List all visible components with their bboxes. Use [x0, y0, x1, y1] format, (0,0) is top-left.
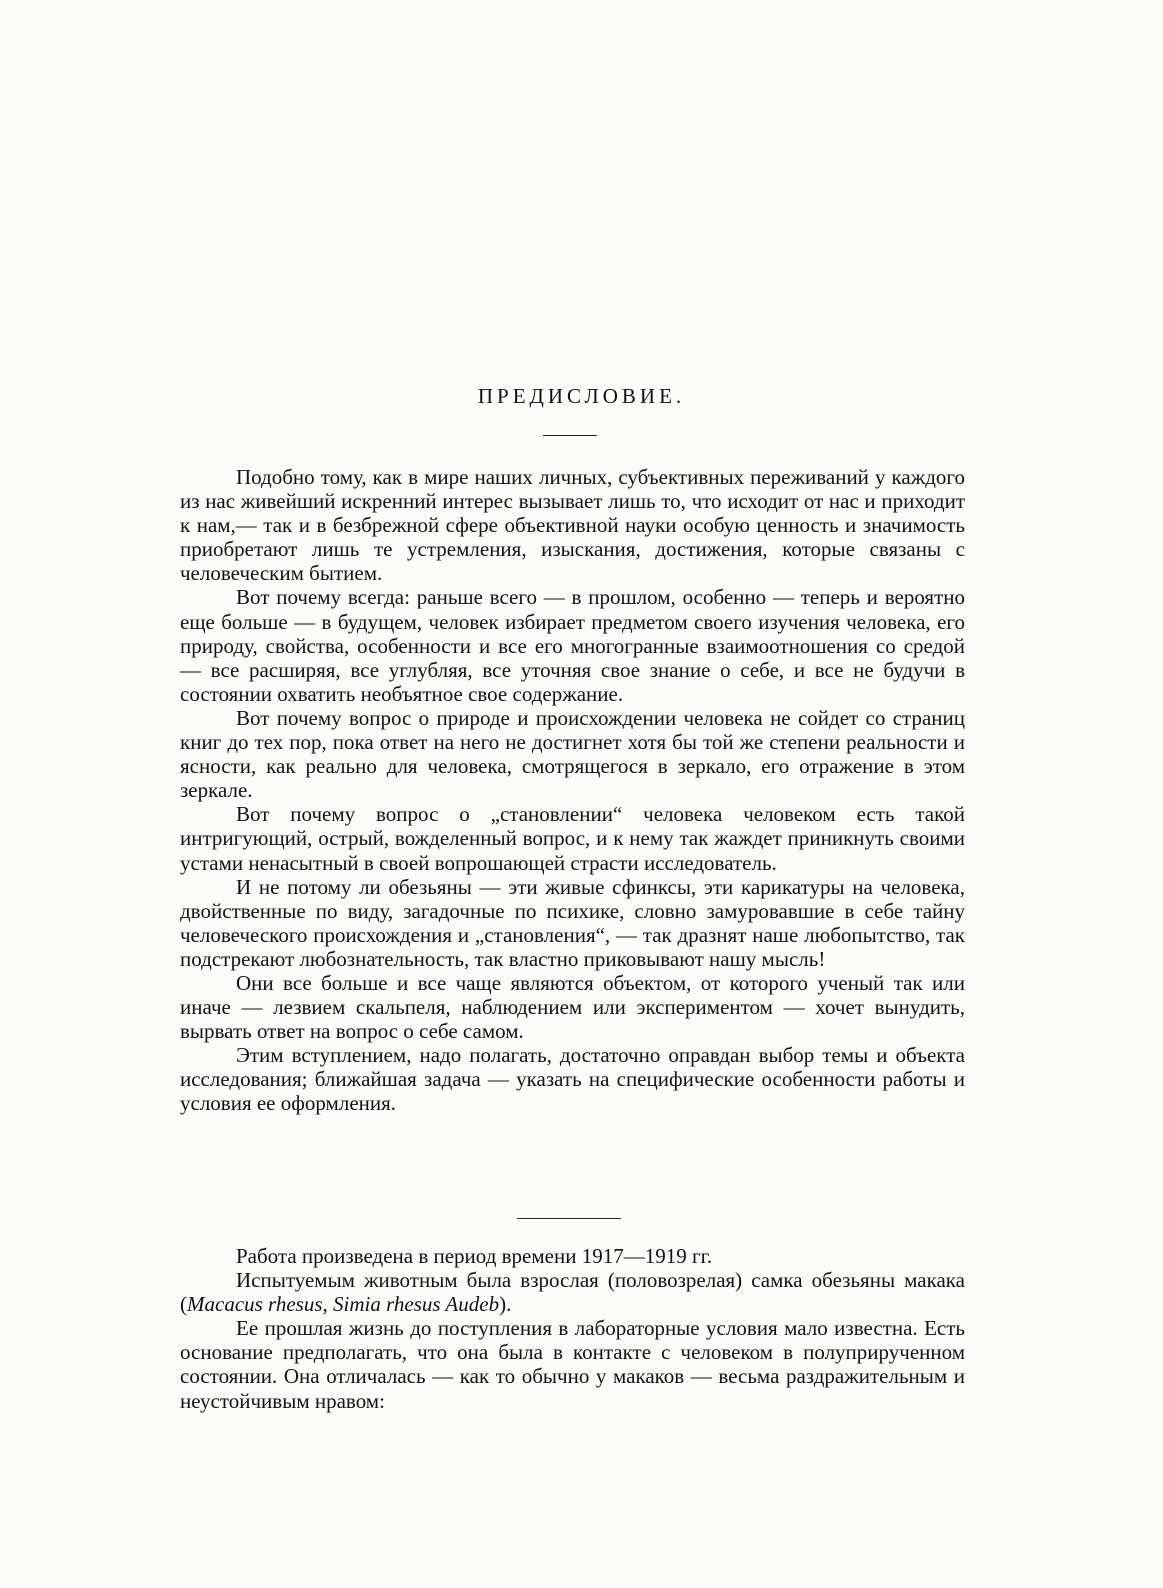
work-description: [180, 1244, 965, 1413]
paragraph: Этим вступлением, надо полагать, достаточно оправдан выбор темы и объекта исследования; ближайшая задача — указать на специфические особенности работы и условия ее оформления.: [180, 1043, 965, 1116]
species-name: Macacus rhesus: [187, 1292, 323, 1317]
species-name: Simia rhesus Audeb: [333, 1292, 500, 1317]
paragraph: Они все больше и все чаще являются объектом, от которого ученый так или иначе — лезвием скальпеля, наблюдением или экспериментом — хочет вынудить, вырвать ответ на вопрос о себе самом.: [180, 970, 965, 1044]
title-divider: [543, 435, 597, 436]
paragraph: Подобно тому, как в мире наших личных, субъективных переживаний у каждого из нас живейший искренний интерес вызывает лишь то, что исходит от нас и приходит к нам,— так и в безбрежной сфере объективной науки особую ценность и значимость приобретают лишь те устремления, изыскания, достижения, которые связаны с человеческим бытием.: [180, 465, 965, 586]
separator-text: ,: [322, 1292, 334, 1317]
page-title: ПРЕДИСЛОВИЕ.: [477, 384, 686, 408]
paragraph: Вот почему вопрос о природе и происхождении человека не сойдет со страниц книг до тех пор, пока ответ на него не достигнет хотя бы той же степени реальности и ясности, как реально для человека, смотрящегося в зеркало, его отражение в этом зеркале.: [180, 705, 965, 803]
paragraph: И не потому ли обезьяны — эти живые сфинксы, эти карикатуры на человека, двойственные по виду, загадочные по психике, словно замуровавшие в себе тайну человеческого происхождения и „становления“, — так дразнят наше любопытство, так подстрекают любознательность, так властно приковывают нашу мысль!: [180, 874, 965, 971]
paragraph: Вот почему вопрос о „становлении“ человека человеком есть такой интригующий, острый, вожделенный вопрос, и к нему так жаждет приникнуть своими устами ненасытный в своей вопрошающей страсти исследователь.: [180, 802, 965, 875]
paragraph-history: Ее прошлая жизнь до поступления в лабораторные условия мало известна. Есть основание предполагать, что она была в контакте с человеком в полуприрученном состоянии. Она отличалась — как то обычно у макаков — весьма раздражительным и неустойчивым нравом:: [180, 1316, 965, 1413]
paragraph-period: Работа произведена в период времени 1917—1919 гг.: [236, 1244, 713, 1268]
section-divider: [517, 1218, 621, 1219]
paragraph: Вот почему всегда: раньше всего — в прошлом, особенно — теперь и вероятно еще больше — в будущем, человек избирает предметом своего изучения человека, его природу, свойства, особенности и все его многогранные взаимоотношения со средой — все расширяя, все углубляя, все уточняя свое знание о себе, и все не будучи в состоянии охватить необъятное свое содержание.: [180, 585, 965, 706]
preface-body: [180, 465, 965, 1116]
closing-text: ).: [499, 1292, 512, 1317]
paragraph-subject: [180, 1268, 965, 1316]
subject-text: Испытуемым животным была взрослая (половозрелая) самка обезьяны макака (: [180, 1268, 965, 1317]
